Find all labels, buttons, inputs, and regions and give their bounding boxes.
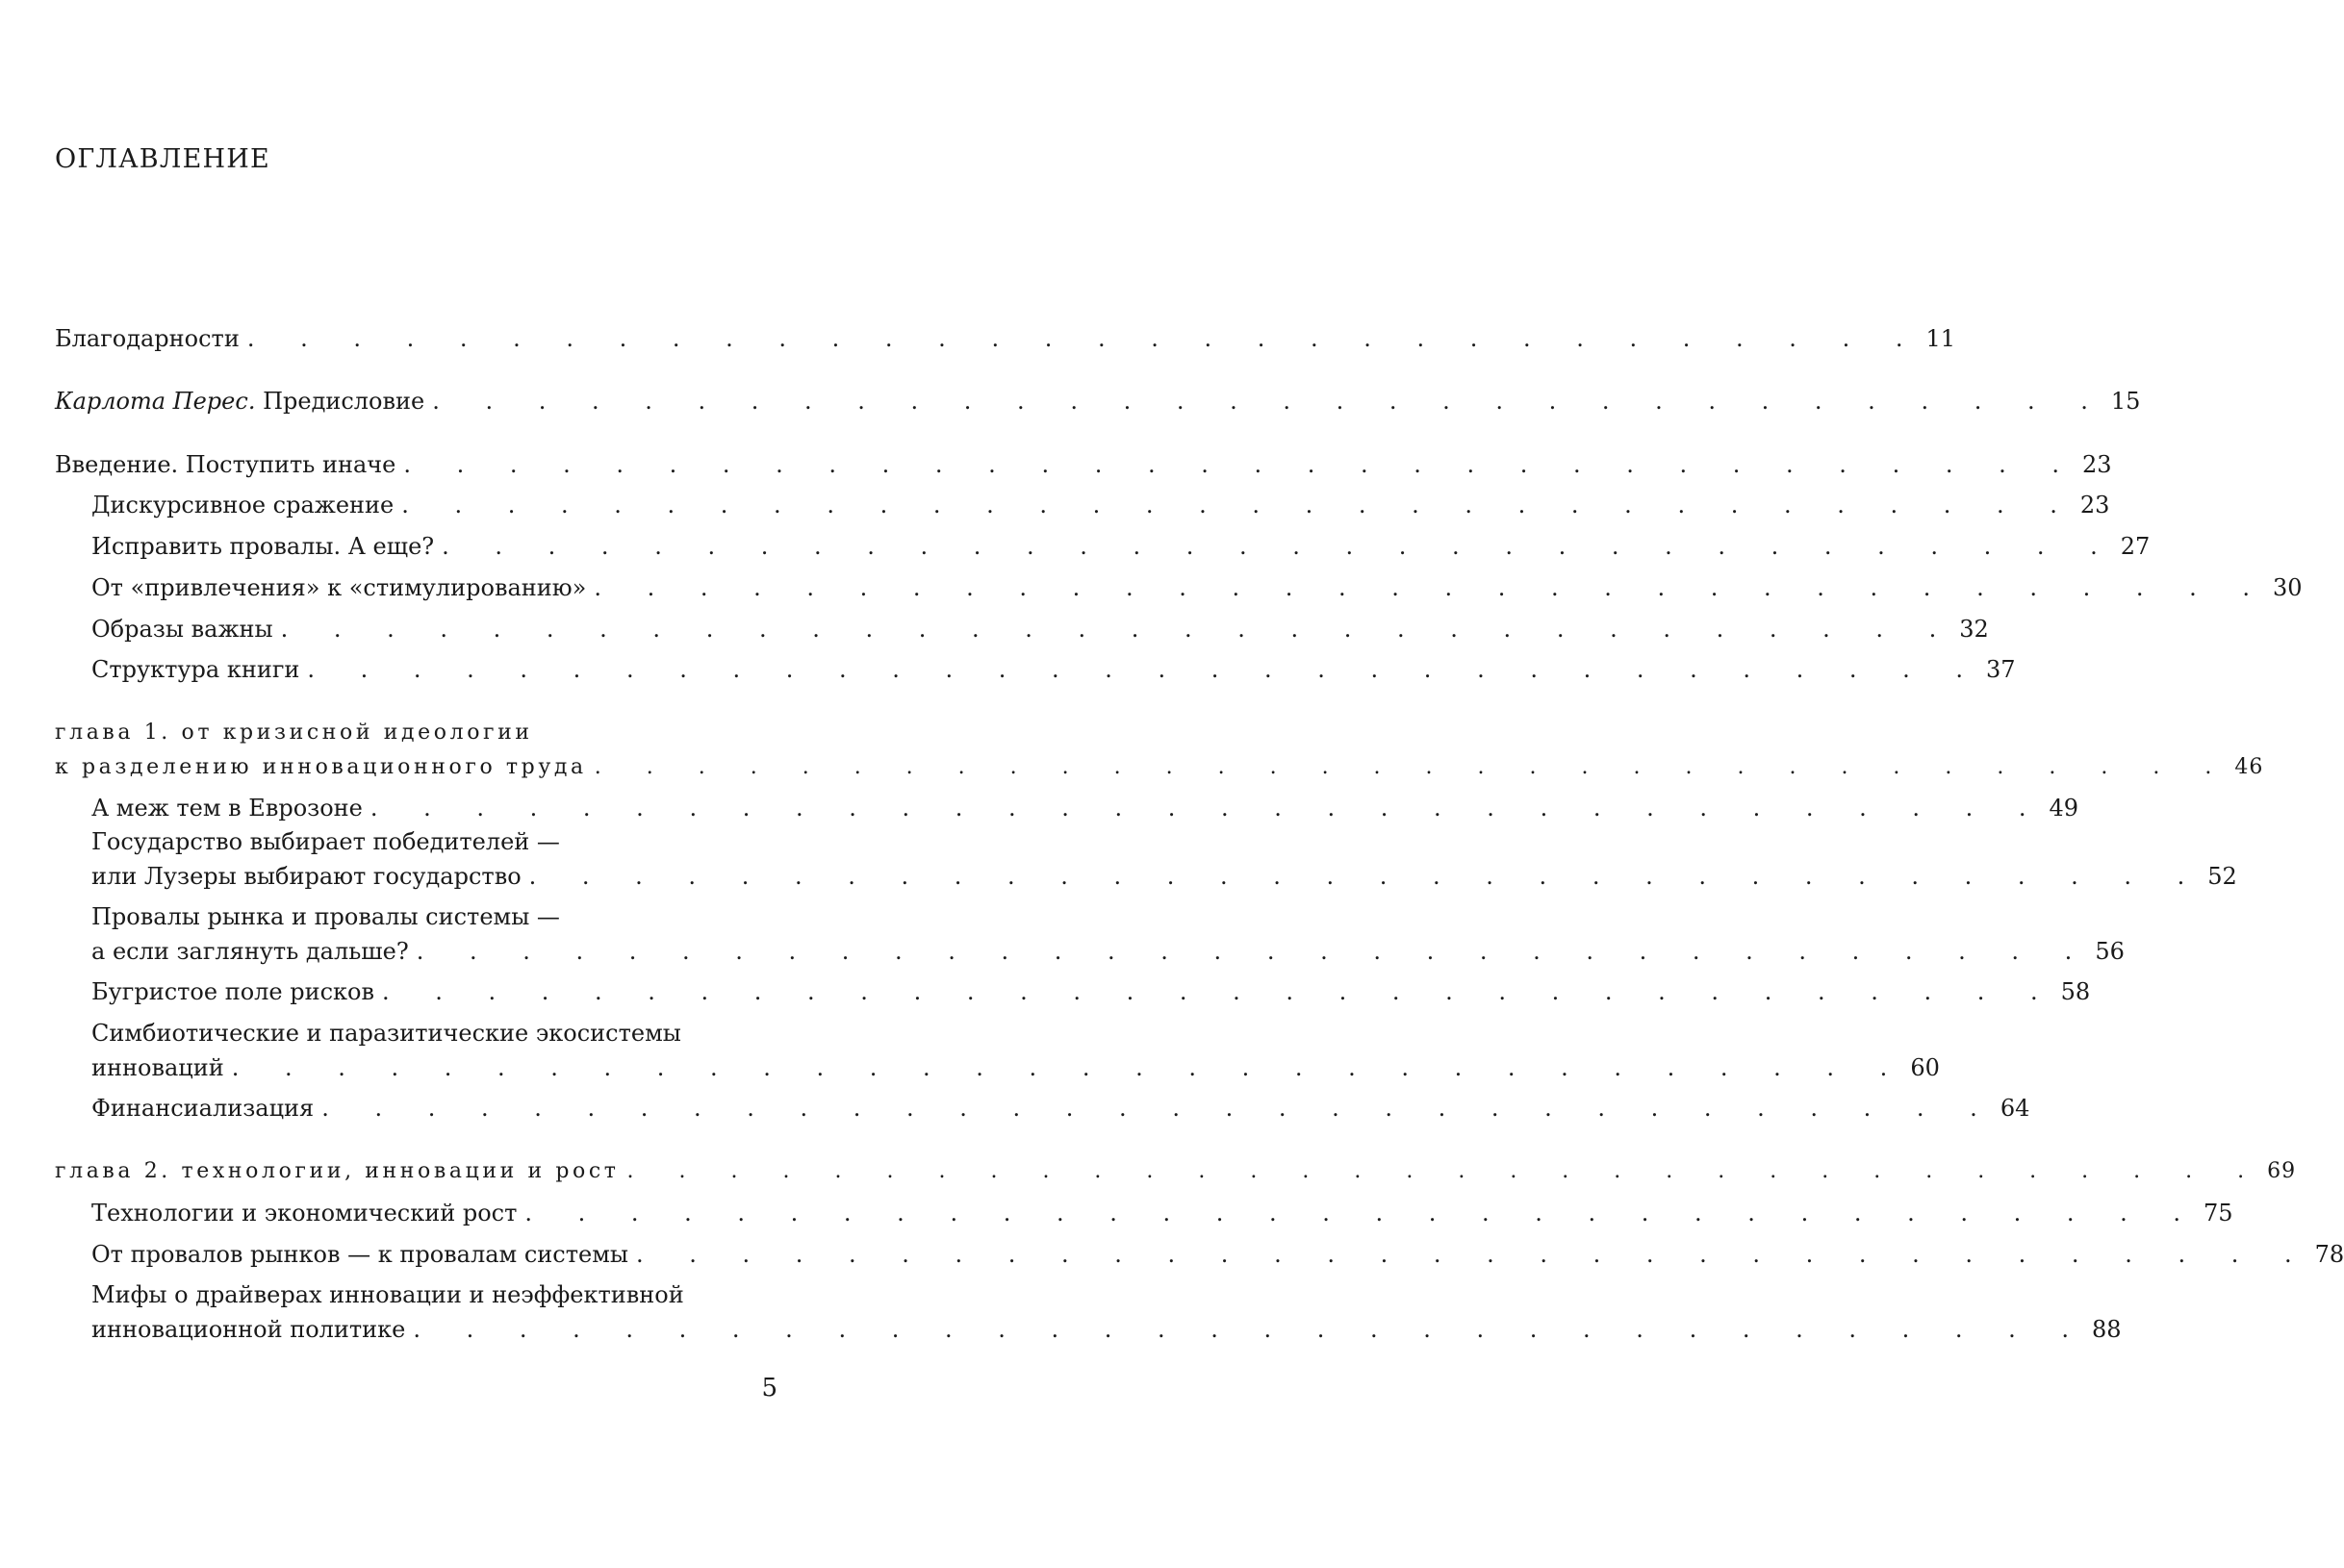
toc-entry-title: Введение. Поступить иначе — [55, 451, 396, 478]
leader-dots: . . . . . . . . . . . . . . . . . . . . . . . . . . . . . . . . — [432, 388, 2107, 415]
toc-entry-title-line1: Государство выбирает победителей — — [91, 828, 560, 855]
leader-dots: . . . . . . . . . . . . . . . . . . . . . . . . . . . . . . . . — [442, 533, 2117, 560]
leader-dots: . . . . . . . . . . . . . . . . . . . . . . . . . . . . . . . . — [594, 574, 2269, 601]
toc-entry-title: Бугристое поле рисков — [91, 978, 374, 1005]
toc-page-number: 78 — [2314, 1241, 2344, 1268]
toc-entry-title-line1: Мифы о драйверах инновации и неэффективной — [91, 1281, 684, 1308]
toc-entry-title: Образы важны — [91, 616, 273, 643]
toc-subentry — [91, 978, 2091, 1005]
leader-dots: . . . . . . . . . . . . . . . . . . . . . . . . . . . . . . . . — [403, 451, 2078, 478]
toc-entry-title: Предисловие — [263, 388, 425, 415]
leader-dots: . . . . . . . . . . . . . . . . . . . . . . . . . . . . . . . . — [413, 1316, 2088, 1343]
toc-subentry — [91, 656, 2016, 683]
toc-entry-title: Технологии и экономический рост — [91, 1200, 518, 1227]
toc-entry-title-line1: Провалы рынка и провалы системы — — [91, 903, 560, 930]
toc-page-number: 23 — [2081, 451, 2112, 478]
toc-subentry — [91, 1020, 1940, 1081]
toc-entry-title: Финансиализация — [91, 1095, 315, 1122]
toc-entry-title: Дискурсивное сражение — [91, 492, 395, 518]
leader-dots: . . . . . . . . . . . . . . . . . . . . . . . . . . . . . . . . — [524, 1200, 2200, 1227]
toc-entry-title: От «привлечения» к «стимулированию» — [91, 574, 587, 601]
toc-page-number: 37 — [1986, 656, 2016, 683]
toc-subentry — [91, 1281, 2122, 1343]
toc-chapter — [55, 720, 2264, 781]
leader-dots: . . . . . . . . . . . . . . . . . . . . . . . . . . . . . . . . — [231, 1054, 1907, 1081]
toc-subentry — [91, 616, 1989, 643]
toc-page-number: 11 — [1925, 325, 1955, 352]
toc-entry-title-line2: а если заглянуть дальше? — [91, 938, 409, 965]
toc-entry-title: А меж тем в Еврозоне — [91, 795, 363, 822]
toc-entry-title-line2: или Лузеры выбирают государство — [91, 863, 522, 890]
leader-dots: . . . . . . . . . . . . . . . . . . . . . . . . . . . . . . . . — [416, 938, 2092, 965]
page-number: 5 — [761, 1374, 777, 1403]
toc-subentry — [91, 903, 2125, 965]
toc-page-number: 23 — [2079, 492, 2110, 518]
toc-title: ОГЛАВЛЕНИЕ — [55, 144, 270, 174]
leader-dots: . . . . . . . . . . . . . . . . . . . . . . . . . . . . . . . . — [381, 978, 2057, 1005]
toc-subentry — [91, 795, 2079, 822]
toc-subentry — [91, 1200, 2233, 1227]
toc-entry-title: Благодарности — [55, 325, 240, 352]
leader-dots: . . . . . . . . . . . . . . . . . . . . . . . . . . . . . . . . — [635, 1241, 2311, 1268]
toc-page-number: 58 — [2060, 978, 2091, 1005]
toc-page-number: 56 — [2095, 938, 2125, 965]
toc-entry — [55, 451, 2112, 478]
toc-subentry — [91, 574, 2303, 601]
leader-dots: . . . . . . . . . . . . . . . . . . . . . . . . . . . . . . . . — [401, 492, 2076, 518]
toc-chapter — [55, 1158, 2297, 1185]
leader-dots: . . . . . . . . . . . . . . . . . . . . . . . . . . . . . . . . — [528, 863, 2204, 890]
toc-subentry — [91, 1241, 2344, 1268]
toc-page-number: 46 — [2234, 755, 2264, 779]
leader-dots: . . . . . . . . . . . . . . . . . . . . . . . . . . . . . . . . — [626, 1159, 2264, 1183]
leader-dots: . . . . . . . . . . . . . . . . . . . . . . . . . . . . . . . . — [594, 755, 2231, 779]
toc-page-number: 52 — [2207, 863, 2237, 890]
toc-entry-title-line2: инноваций — [91, 1054, 224, 1081]
toc-subentry — [91, 533, 2151, 560]
toc-entry-title: От провалов рынков — к провалам системы — [91, 1241, 628, 1268]
toc-chapter-title-line1: глава 1. от кризисной идеологии — [55, 721, 533, 745]
toc-entry-title-line2: инновационной политике — [91, 1316, 406, 1343]
toc-page-number: 32 — [1959, 616, 1989, 643]
toc-subentry — [91, 492, 2110, 518]
toc-entry-title-line1: Симбиотические и паразитические экосистемы — [91, 1020, 681, 1047]
toc-entry-title: Исправить провалы. А еще? — [91, 533, 435, 560]
toc-subentry — [91, 828, 2237, 890]
toc-page-number: 49 — [2049, 795, 2079, 822]
toc-page-number: 88 — [2092, 1316, 2122, 1343]
toc-entry — [55, 388, 2141, 415]
leader-dots: . . . . . . . . . . . . . . . . . . . . . . . . . . . . . . . . — [307, 656, 1983, 683]
toc-subentry — [91, 1095, 2030, 1122]
toc-page-number: 75 — [2204, 1200, 2233, 1227]
toc-page-number: 64 — [2000, 1095, 2030, 1122]
toc-chapter-title-line2: к разделению инновационного труда — [55, 755, 587, 779]
toc-chapter-title: глава 2. технологии, инновации и рост — [55, 1159, 620, 1183]
toc-entry-author: Карлота Перес. — [55, 388, 256, 415]
toc-page-number: 15 — [2110, 388, 2141, 415]
toc-entry-title: Структура книги — [91, 656, 300, 683]
leader-dots: . . . . . . . . . . . . . . . . . . . . . . . . . . . . . . . . — [280, 616, 1956, 643]
leader-dots: . . . . . . . . . . . . . . . . . . . . . . . . . . . . . . . . — [369, 795, 2046, 822]
leader-dots: . . . . . . . . . . . . . . . . . . . . . . . . . . . . . . . . — [246, 325, 1923, 352]
toc-page-number: 30 — [2272, 574, 2303, 601]
toc-page-number: 69 — [2267, 1159, 2297, 1183]
toc-page-number: 60 — [1910, 1054, 1940, 1081]
toc-entry — [55, 325, 1955, 352]
leader-dots: . . . . . . . . . . . . . . . . . . . . . . . . . . . . . . . . — [321, 1095, 1997, 1122]
toc-page-number: 27 — [2120, 533, 2151, 560]
